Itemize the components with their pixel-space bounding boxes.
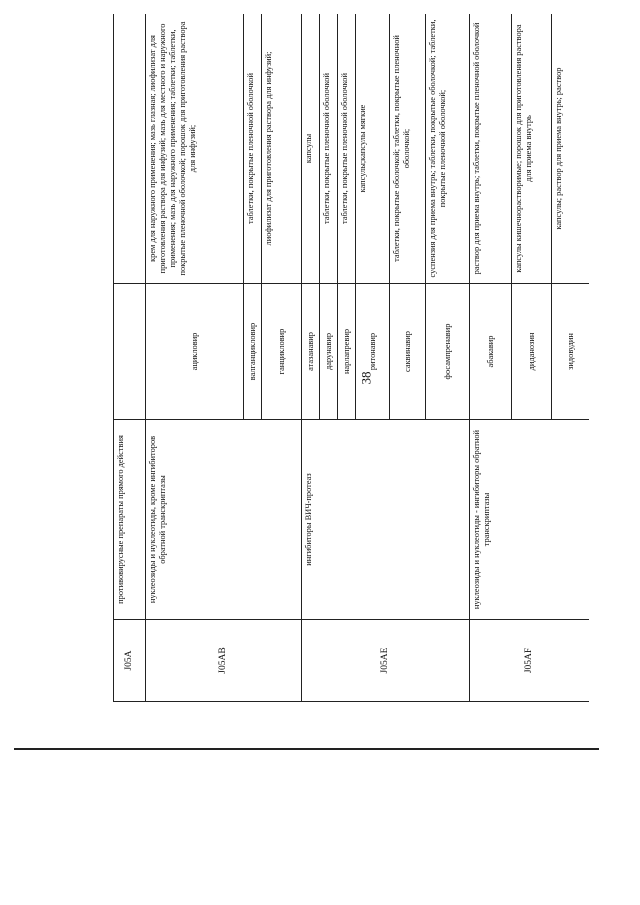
category-cell: нуклеозиды и нуклеотиды, кроме ингибиторов обратной транскриптазы — [146, 420, 302, 620]
form-cell — [114, 14, 146, 284]
table-row — [114, 14, 146, 702]
drug-cell: нарлапревир — [338, 284, 356, 420]
drug-cell: фосампренавир — [426, 284, 470, 420]
table-row — [470, 14, 512, 702]
form-cell: таблетки, покрытые оболочкой; таблетки, покрытые пленочной оболочкой; — [390, 14, 426, 284]
drug-cell: дарунавир — [320, 284, 338, 420]
form-cell: капсулы — [302, 14, 320, 284]
drug-cell: саквинавир — [390, 284, 426, 420]
drug-cell: зидовудин — [552, 284, 590, 420]
drug-cell: валганцикловир — [244, 284, 262, 420]
form-cell: капсулы кишечнорастворимые; порошок для приготовления раствора для приема внутрь — [512, 14, 552, 284]
atc-code-cell: J05AB — [146, 620, 302, 702]
category-cell: противовирусные препараты прямого действия — [114, 420, 146, 620]
drug-cell: ритонавир — [356, 284, 390, 420]
drug-cell: ганцикловир — [262, 284, 302, 420]
atc-code-cell: J05A — [114, 620, 146, 702]
drug-table — [113, 14, 589, 702]
drug-cell: атазанавир — [302, 284, 320, 420]
form-cell: таблетки, покрытые пленочной оболочкой — [320, 14, 338, 284]
table-row — [302, 14, 320, 702]
form-cell: крем для наружного применения; мазь глазная; лиофилизат для приготовления раствора для инфузий; мазь для местного и наружного применения; мазь для наружного применения; таблетки; таблетки, покрытые пленочной оболочкой; порошок для приготовления раствора для инфузий; — [146, 14, 244, 284]
form-cell: лиофилизат для приготовления раствора для инфузий; — [262, 14, 302, 284]
category-cell: нуклеозиды и нуклеотиды - ингибиторы обратной транскриптазы — [470, 420, 590, 620]
form-cell: суспензия для приема внутрь; таблетки, покрытые оболочкой; таблетки, покрытые пленочной оболочкой; — [426, 14, 470, 284]
form-cell: таблетки, покрытые пленочной оболочкой — [338, 14, 356, 284]
form-cell: раствор для приема внутрь; таблетки, покрытые пленочной оболочкой — [470, 14, 512, 284]
atc-code-cell: J05AE — [302, 620, 470, 702]
drug-cell — [114, 284, 146, 420]
form-cell: таблетки, покрытые пленочной оболочкой — [244, 14, 262, 284]
form-cell: капсулы; раствор для приема внутрь; раствор — [552, 14, 590, 284]
category-cell: ингибиторы ВИЧ-протеаз — [302, 420, 470, 620]
drug-cell: абакавир — [470, 284, 512, 420]
drug-cell: ацикловир — [146, 284, 244, 420]
atc-code-cell: J05AF — [470, 620, 590, 702]
table-region — [113, 14, 589, 702]
page-number: 38 — [358, 371, 374, 385]
scan-border-line — [14, 748, 599, 750]
rotated-table-container — [113, 14, 589, 702]
table-row — [146, 14, 244, 702]
form-cell: капсулы;капсулы мягкие — [356, 14, 390, 284]
drug-cell: диданозин — [512, 284, 552, 420]
